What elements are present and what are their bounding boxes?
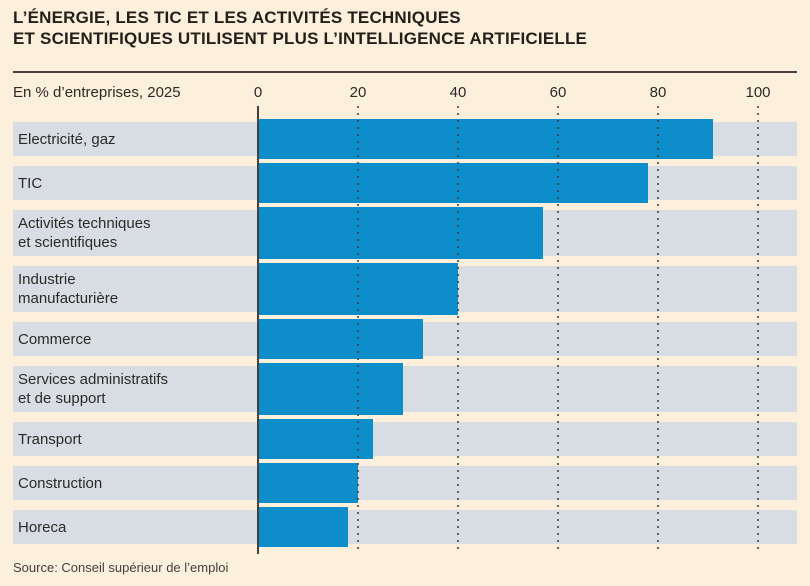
chart-row — [13, 122, 797, 156]
value-bar — [258, 463, 358, 503]
category-label: Commerce — [18, 330, 92, 348]
chart-row — [13, 366, 797, 412]
x-axis-tick-100: 100 — [745, 84, 771, 101]
chart-row — [13, 322, 797, 356]
x-axis-tick-40: 40 — [449, 84, 467, 101]
x-axis-tick-80: 80 — [649, 84, 667, 101]
category-label: Industrie manufacturière — [18, 271, 119, 307]
value-bar — [258, 207, 543, 259]
chart-row — [13, 466, 797, 500]
value-bar — [258, 419, 373, 459]
category-label: Transport — [18, 430, 82, 448]
category-label: TIC — [18, 174, 43, 192]
value-bar — [258, 163, 648, 203]
value-bar — [258, 363, 403, 415]
divider-line — [13, 71, 797, 73]
category-label: Activités techniques et scientifiques — [18, 215, 151, 251]
x-axis-tick-60: 60 — [549, 84, 567, 101]
source-note: Source: Conseil supérieur de l’emploi — [13, 560, 229, 575]
x-axis-tick-20: 20 — [349, 84, 367, 101]
value-bar — [258, 119, 713, 159]
chart-row — [13, 166, 797, 200]
axis-header — [13, 83, 797, 103]
chart-title-line-2: ET SCIENTIFIQUES UTILISENT PLUS L’INTELLIGENCE ARTIFICIELLE — [13, 29, 588, 48]
chart-title — [13, 7, 799, 49]
category-label: Horeca — [18, 518, 67, 536]
x-axis-tick-0: 0 — [253, 84, 263, 101]
category-label: Services administratifs et de support — [18, 371, 169, 407]
value-bar — [258, 507, 348, 547]
chart-area — [13, 106, 797, 554]
value-bar — [258, 263, 458, 315]
bar-rows — [13, 122, 797, 554]
chart-row — [13, 210, 797, 256]
chart-row — [13, 266, 797, 312]
chart-row — [13, 422, 797, 456]
category-label: Construction — [18, 474, 103, 492]
category-label: Electricité, gaz — [18, 130, 116, 148]
axis-unit-label: En % d’entreprises, 2025 — [13, 84, 181, 101]
chart-row — [13, 510, 797, 544]
chart-title-line-1: L’ÉNERGIE, LES TIC ET LES ACTIVITÉS TECHNIQUES — [13, 8, 461, 27]
value-bar — [258, 319, 423, 359]
